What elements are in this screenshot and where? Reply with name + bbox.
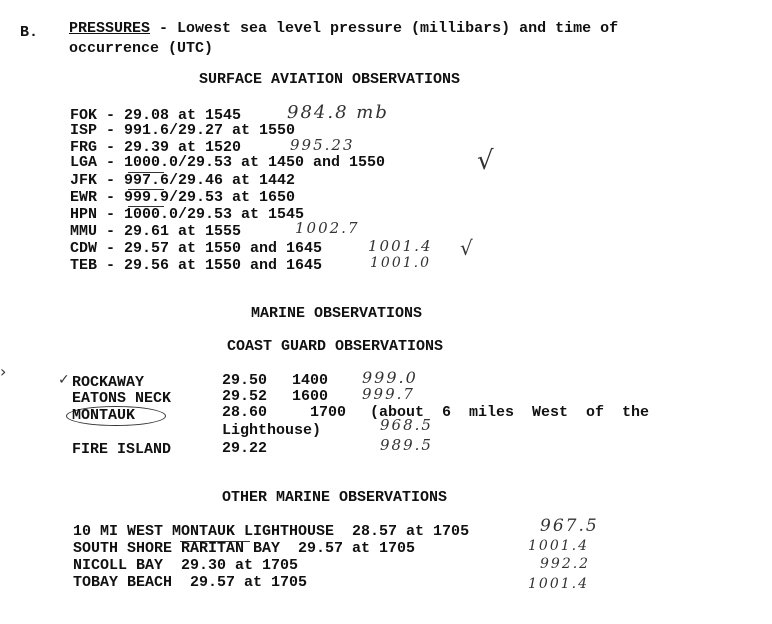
surface-heading: SURFACE AVIATION OBSERVATIONS (199, 71, 461, 88)
handwritten-note: 1002.7 (295, 219, 360, 237)
checkmark-icon: √ (460, 236, 473, 260)
station-name: MONTAUK (72, 407, 136, 424)
handwritten-note: 967.5 (540, 516, 599, 536)
section-title (69, 20, 618, 37)
station-time: 1600 (292, 388, 329, 405)
station-pressure: 29.52 (222, 388, 268, 405)
surface-row: LGA - 1000.0/29.53 at 1450 and 1550 (70, 154, 386, 171)
bracket-mark: › (0, 362, 7, 381)
handwritten-note: 984.8 mb (287, 102, 389, 123)
handwritten-note: 989.5 (380, 436, 433, 454)
surface-row: MMU - 29.61 at 1555 (70, 223, 242, 240)
station-time: 1700 (310, 404, 347, 421)
station-pressure: 29.22 (222, 440, 268, 457)
surface-row: CDW - 29.57 at 1550 and 1645 (70, 240, 323, 257)
checkmark-icon: ✓ (58, 372, 70, 388)
handwritten-note: 1001.4 (528, 576, 589, 592)
station-name: EATONS NECK (72, 390, 172, 407)
other-marine-heading: OTHER MARINE OBSERVATIONS (222, 489, 448, 506)
surface-row: TEB - 29.56 at 1550 and 1645 (70, 257, 323, 274)
handwritten-note: 995.23 (290, 136, 355, 154)
checkmark-icon: √ (477, 146, 494, 176)
station-time: 1400 (292, 372, 329, 389)
surface-row: FOK - 29.08 at 1545 (70, 107, 242, 124)
other-row: 10 MI WEST MONTAUK LIGHTHOUSE 28.57 at 1705 (73, 523, 470, 540)
station-note: (about 6 miles West of the (370, 404, 650, 421)
other-row: TOBAY BEACH 29.57 at 1705 (73, 574, 308, 591)
surface-row: HPN - 1000.0/29.53 at 1545 (70, 206, 305, 223)
underline-mark (128, 185, 164, 190)
section-title-line2: occurrence (UTC) (69, 40, 214, 57)
section-letter: B. (20, 24, 39, 41)
marine-heading: MARINE OBSERVATIONS (251, 305, 423, 322)
other-row: NICOLL BAY 29.30 at 1705 (73, 557, 299, 574)
other-row: SOUTH SHORE RARITAN BAY 29.57 at 1705 (73, 540, 416, 557)
station-name: FIRE ISLAND (72, 441, 172, 458)
surface-row: JFK - 997.6/29.46 at 1442 (70, 172, 296, 189)
handwritten-note: 1001.0 (370, 255, 431, 271)
underline-mark (128, 202, 164, 207)
section-title-rest: - Lowest sea level pressure (millibars) and time of (150, 20, 619, 37)
handwritten-note: 999.0 (362, 368, 418, 387)
handwritten-note: 1001.4 (368, 237, 433, 255)
surface-row: EWR - 999.9/29.53 at 1650 (70, 189, 296, 206)
handwritten-note: 968.5 (380, 416, 433, 434)
underline-mark (128, 168, 164, 173)
station-name: ROCKAWAY (72, 374, 145, 391)
coast-guard-heading: COAST GUARD OBSERVATIONS (227, 338, 444, 355)
handwritten-note: 992.2 (540, 556, 591, 572)
handwritten-note: 999.7 (362, 385, 415, 403)
handwritten-note: 1001.4 (528, 538, 589, 554)
surface-row: FRG - 29.39 at 1520 (70, 139, 242, 156)
surface-row: ISP - 991.6/29.27 at 1550 (70, 122, 296, 139)
section-title-underlined: PRESSURES (69, 20, 151, 37)
station-pressure: 28.60 (222, 404, 268, 421)
station-note-line2: Lighthouse) (222, 422, 322, 439)
station-pressure: 29.50 (222, 372, 268, 389)
